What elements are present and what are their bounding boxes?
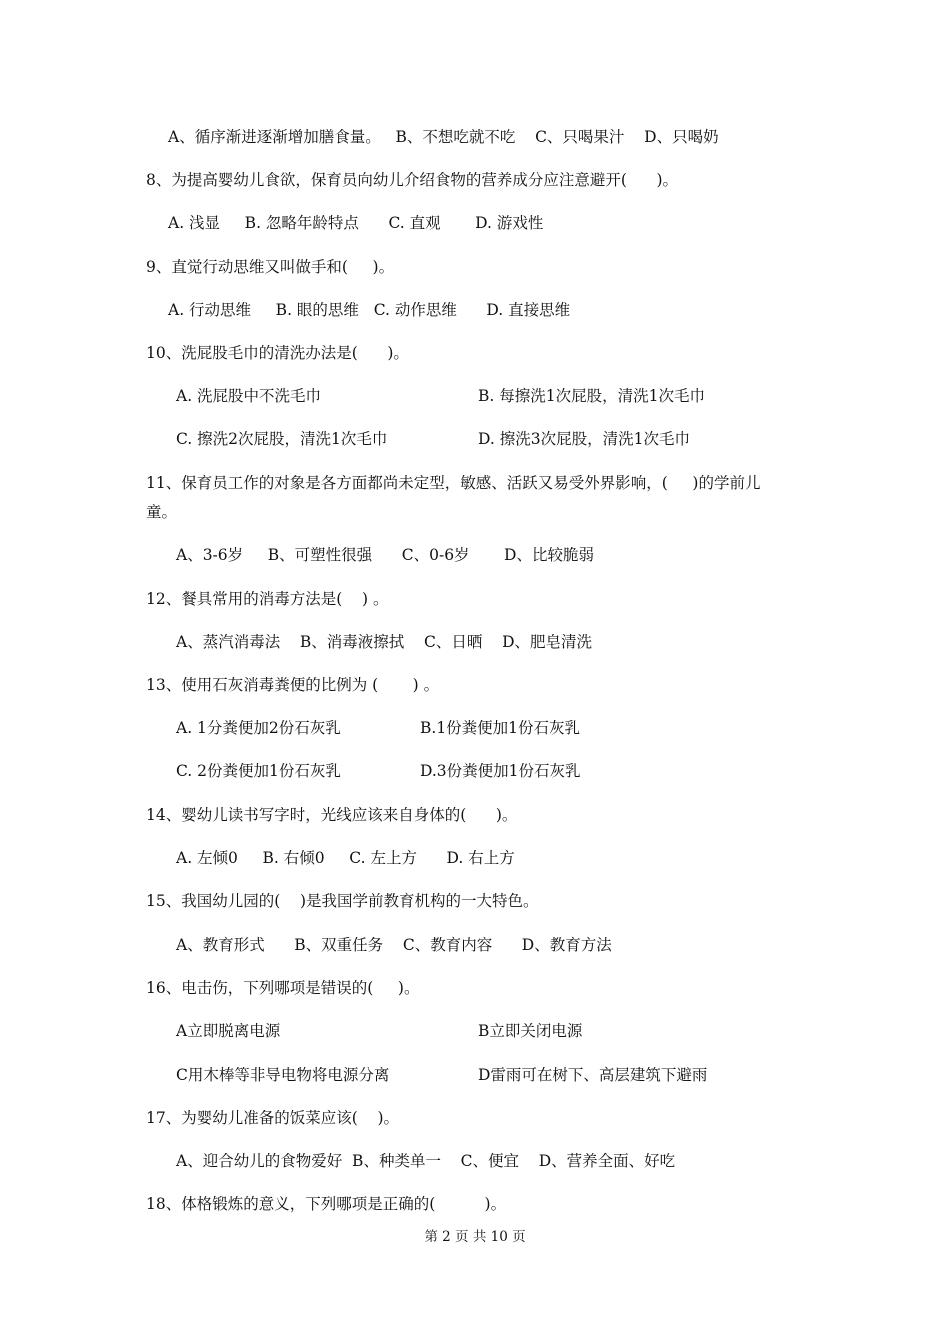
q16-option-d: D雷雨可在树下、高层建筑下避雨 [478,1066,708,1084]
q10-option-b: B. 每擦洗1次屁股，清洗1次毛巾 [478,387,705,405]
q12-options: A、蒸汽消毒法 B、消毒液擦拭 C、日晒 D、肥皂清洗 [176,633,592,651]
q16-option-c: C用木棒等非导电物将电源分离 [176,1066,390,1084]
q14-stem: 14、婴幼儿读书写字时，光线应该来自身体的( )。 [146,806,518,824]
q9-options: A. 行动思维 B. 眼的思维 C. 动作思维 D. 直接思维 [168,301,571,319]
q10-option-d: D. 擦洗3次屁股，清洗1次毛巾 [478,430,690,448]
q11-stem-line1: 11、保育员工作的对象是各方面都尚未定型，敏感、活跃又易受外界影响，( )的学前儿 [146,474,761,492]
q8-stem: 8、为提高婴幼儿食欲，保育员向幼儿介绍食物的营养成分应注意避开( )。 [146,171,679,189]
q13-option-d: D.3份粪便加1份石灰乳 [420,762,581,780]
q10-stem: 10、洗屁股毛巾的清洗办法是( )。 [146,344,409,362]
q16-option-a: A立即脱离电源 [176,1022,281,1040]
q13-option-c: C. 2份粪便加1份石灰乳 [176,762,341,780]
q14-options: A. 左倾0 B. 右倾0 C. 左上方 D. 右上方 [176,849,515,867]
q13-option-a: A. 1分粪便加2份石灰乳 [176,719,341,737]
q11-stem-line2: 童。 [146,503,178,521]
q8-options: A. 浅显 B. 忽略年龄特点 C. 直观 D. 游戏性 [168,214,544,232]
q13-option-b: B.1份粪便加1份石灰乳 [420,719,581,737]
q17-options: A、迎合幼儿的食物爱好 B、种类单一 C、便宜 D、营养全面、好吃 [176,1152,676,1170]
q15-stem: 15、我国幼儿园的( )是我国学前教育机构的一大特色。 [146,892,539,910]
q17-stem: 17、为婴幼儿准备的饭菜应该( )。 [146,1109,400,1127]
q10-option-c: C. 擦洗2次屁股，清洗1次毛巾 [176,430,388,448]
q18-stem: 18、体格锻炼的意义，下列哪项是正确的( )。 [146,1195,507,1213]
q15-options: A、教育形式 B、双重任务 C、教育内容 D、教育方法 [176,936,612,954]
q13-stem: 13、使用石灰消毒粪便的比例为 ( ) 。 [146,676,440,694]
q16-option-b: B立即关闭电源 [478,1022,583,1040]
q9-stem: 9、直觉行动思维又叫做手和( )。 [146,258,395,276]
q10-option-a: A. 洗屁股中不洗毛巾 [176,387,322,405]
q7-options: A、循序渐进逐渐增加膳食量。 B、不想吃就不吃 C、只喝果汁 D、只喝奶 [168,128,719,146]
page-footer: 第 2 页 共 10 页 [424,1229,526,1245]
q11-options: A、3-6岁 B、可塑性很强 C、0-6岁 D、比较脆弱 [176,546,594,564]
q16-stem: 16、电击伤，下列哪项是错误的( )。 [146,979,420,997]
q12-stem: 12、餐具常用的消毒方法是( ) 。 [146,590,389,608]
